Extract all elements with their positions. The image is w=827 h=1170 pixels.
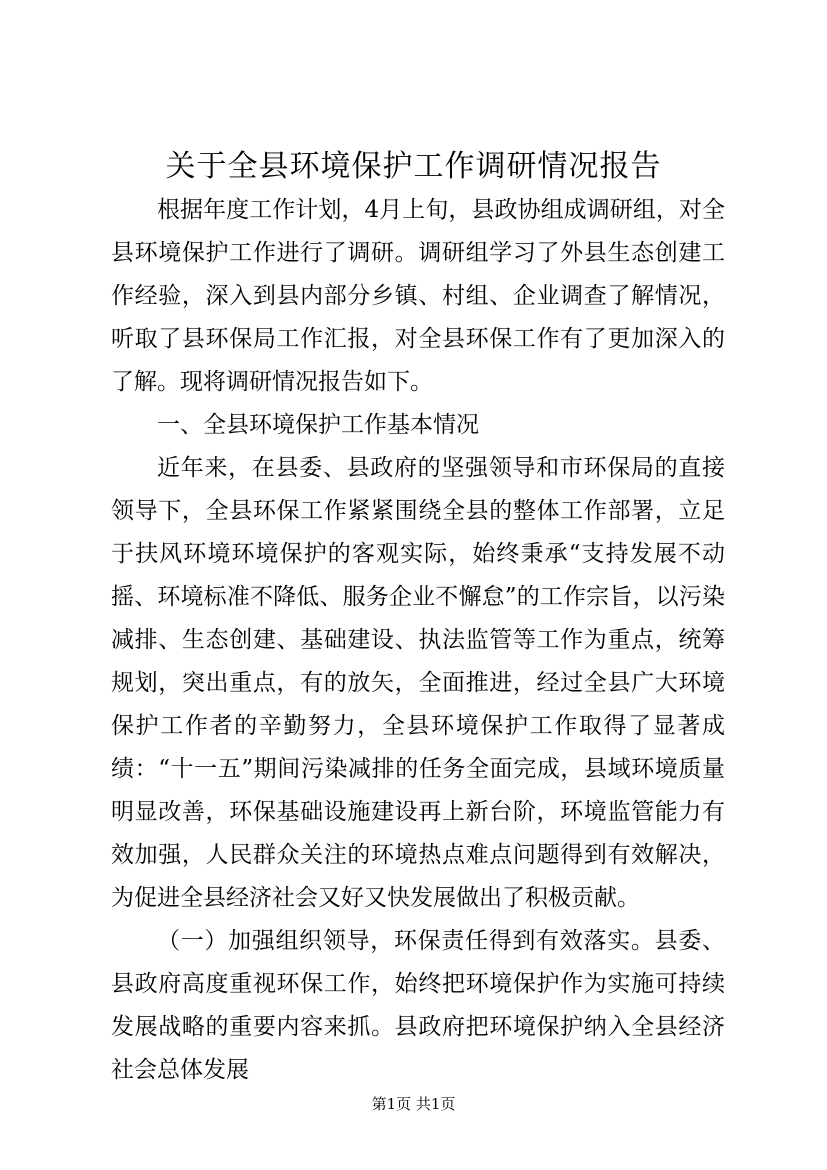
section-heading-1: 一、全县环境保护工作基本情况 xyxy=(157,412,479,438)
paragraph-subsection-1: （一）加强组织领导，环保责任得到有效落实。县委、县政府高度重视环保工作，始终把环境保护作为实施可持续发展战略的重要内容来抓。县政府把环境保护纳入全县经济社会总体发展 xyxy=(111,928,725,1083)
document-body xyxy=(111,189,725,1092)
document-title: 关于全县环境保护工作调研情况报告 xyxy=(165,149,662,184)
page-number-footer: 第1页 共1页 xyxy=(371,1095,456,1113)
paragraph-intro: 根据年度工作计划，4月上旬，县政协组成调研组，对全县环境保护工作进行了调研。调研组学习了外县生态创建工作经验，深入到县内部分乡镇、村组、企业调查了解情况，听取了县环保局工作汇报，对全县环保工作有了更加深入的了解。现将调研情况报告如下。 xyxy=(111,197,725,395)
paragraph-overview: 近年来，在县委、县政府的坚强领导和市环保局的直接领导下，全县环保工作紧紧围绕全县的整体工作部署，立足于扶风环境环境保护的客观实际，始终秉承“支持发展不动摇、环境标准不降低、服务企业不懈怠”的工作宗旨，以污染减排、生态创建、基础建设、执法监管等工作为重点，统筹规划，突出重点，有的放矢，全面推进，经过全县广大环境保护工作者的辛勤努力，全县环境保护工作取得了显著成绩：“十一五”期间污染减排的任务全面完成，县域环境质量明显改善，环保基础设施建设再上新台阶，环境监管能力有效加强，人民群众关注的环境热点难点问题得到有效解决，为促进全县经济社会又好又快发展做出了积极贡献。 xyxy=(111,455,725,911)
